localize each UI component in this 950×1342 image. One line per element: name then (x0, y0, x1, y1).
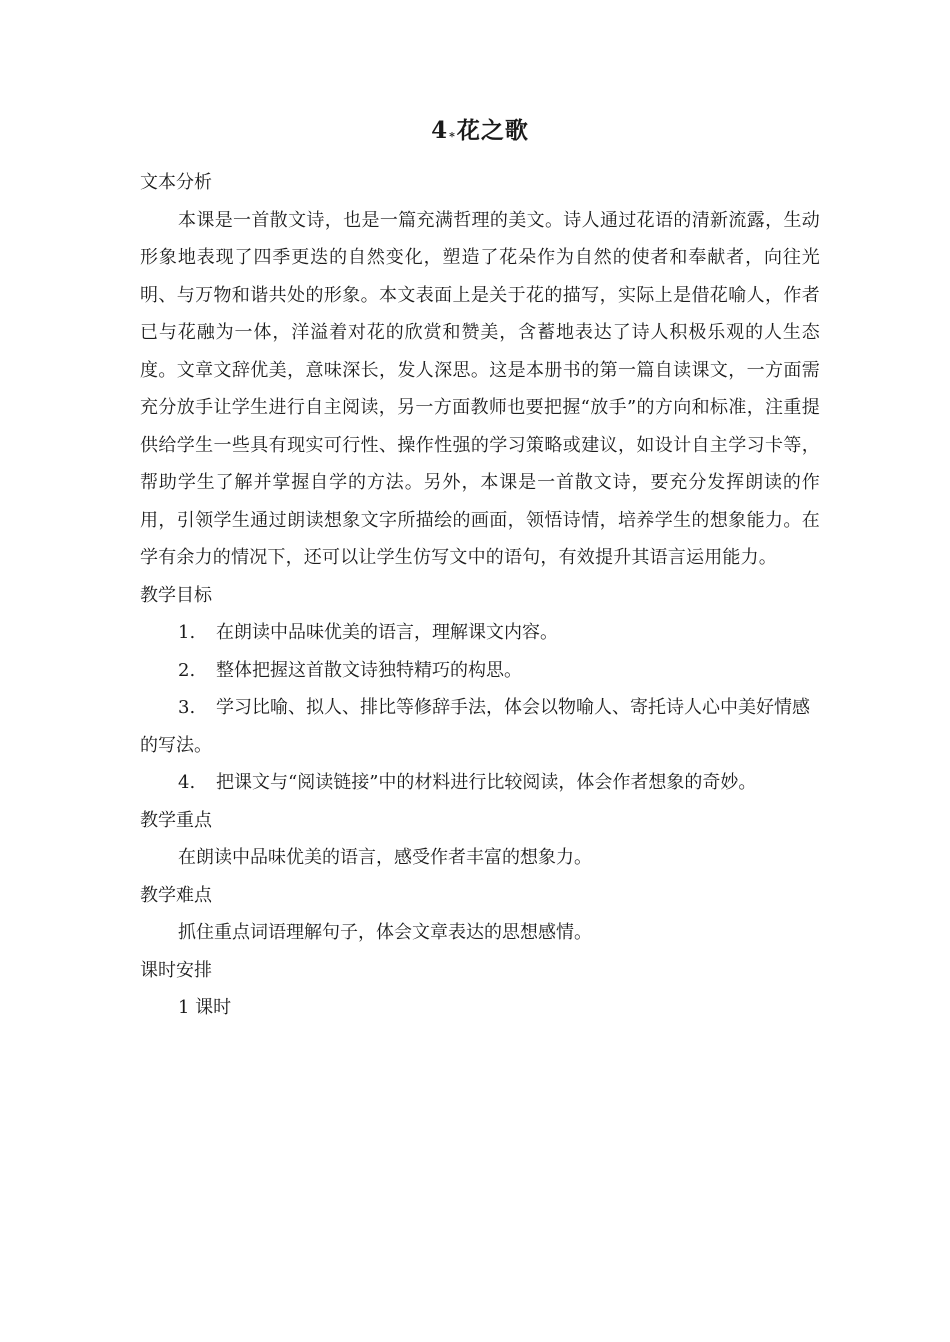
analysis-paragraph: 本课是一首散文诗，也是一篇充满哲理的美文。诗人通过花语的清新流露，生动形象地表现了四季更迭的自然变化，塑造了花朵作为自然的使者和奉献者，向往光明、与万物和谐共处的形象。本文表面上是关于花的描写，实际上是借花喻人，作者已与花融为一体，洋溢着对花的欣赏和赞美，含蓄地表达了诗人积极乐观的人生态度。文章文辞优美，意味深长，发人深思。这是本册书的第一篇自读课文，一方面需充分放手让学生进行自主阅读，另一方面教师也要把握“放手”的方向和标准，注重提供给学生一些具有现实可行性、操作性强的学习策略或建议，如设计自主学习卡等，帮助学生了解并掌握自学的方法。另外，本课是一首散文诗，要充分发挥朗读的作用，引领学生通过朗读想象文字所描绘的画面，领悟诗情，培养学生的想象能力。在学有余力的情况下，还可以让学生仿写文中的语句，有效提升其语言运用能力。 (140, 209, 820, 568)
goal-item-1 (140, 614, 820, 652)
heading-text-analysis: 文本分析 (140, 172, 212, 193)
goal-number: 4. (178, 772, 196, 793)
goal-text: 学习比喻、拟人、排比等修辞手法，体会以物喻人、寄托诗人心中美好情感的写法。 (140, 697, 810, 756)
difficulties-text: 抓住重点词语理解句子，体会文章表达的思想感情。 (178, 922, 592, 943)
goal-text: 整体把握这首散文诗独特精巧的构思。 (216, 659, 522, 681)
schedule-text: 1 课时 (178, 997, 232, 1018)
title-star: * (449, 130, 456, 143)
title-text: 花之歌 (456, 117, 529, 144)
goal-text: 把课文与“阅读链接”中的材料进行比较阅读，体会作者想象的奇妙。 (216, 772, 757, 793)
document-title (140, 112, 820, 156)
document-page (140, 112, 820, 1027)
heading-teaching-goals: 教学目标 (140, 584, 212, 606)
heading-key-points: 教学重点 (140, 809, 212, 831)
goal-item-4 (140, 764, 820, 802)
heading-difficulties: 教学难点 (140, 884, 212, 906)
goal-item-2 (140, 652, 820, 690)
key-points-text: 在朗读中品味优美的语言，感受作者丰富的想象力。 (178, 847, 592, 868)
heading-schedule: 课时安排 (140, 959, 212, 981)
goal-text: 在朗读中品味优美的语言，理解课文内容。 (216, 622, 558, 643)
goal-number: 1. (178, 622, 196, 643)
goal-number: 2. (178, 659, 196, 681)
goal-item-3 (140, 689, 820, 764)
title-number: 4 (431, 117, 449, 144)
goal-number: 3. (178, 697, 196, 718)
